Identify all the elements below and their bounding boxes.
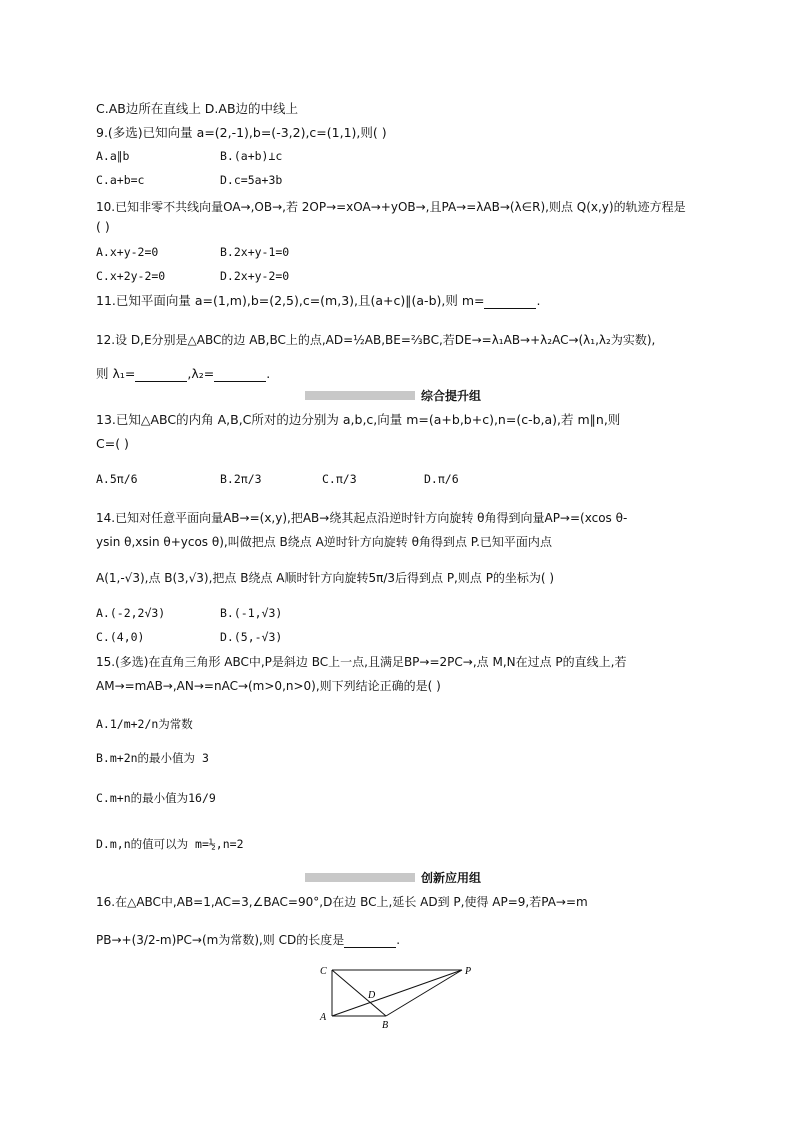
- question-13-answer-line: C=( ): [96, 436, 129, 451]
- answer-blank-lambda1[interactable]: [135, 369, 187, 382]
- question-15-line2: AM→=mAB→,AN→=nAC→(m>0,n>0),则下列结论正确的是( ): [96, 679, 441, 693]
- q10-option-c: C.x+2y-2=0: [96, 269, 166, 283]
- question-16-text: PB→+(3/2-m)PC→(m为常数),则 CD的长度是: [96, 933, 345, 947]
- q15-option-b: B.m+2n的最小值为 3: [96, 751, 209, 765]
- section-header-innovation: [305, 870, 491, 884]
- label-b: B: [382, 1020, 389, 1031]
- section-title: 创新应用组: [421, 870, 482, 885]
- question-9: 9.(多选)已知向量 a=(2,-1),b=(-3,2),c=(1,1),则( ): [96, 125, 387, 140]
- q10-option-a: A.x+y-2=0: [96, 245, 159, 259]
- q14-option-b: B.(-1,√3): [220, 606, 283, 620]
- q10-option-b: B.2x+y-1=0: [220, 245, 290, 259]
- q13-option-c: C.π/3: [322, 472, 357, 486]
- question-15: 15.(多选)在直角三角形 ABC中,P是斜边 BC上一点,且满足BP→=2PC→,点 M,N在过点 P的直线上,若: [96, 655, 627, 669]
- q9-option-b: B.(a+b)⊥c: [220, 149, 283, 163]
- period: .: [536, 293, 541, 308]
- q10-option-d: D.2x+y-2=0: [220, 269, 290, 283]
- triangle-figure: [312, 960, 512, 1040]
- q15-option-a: A.1/m+2/n为常数: [96, 717, 193, 731]
- question-13: 13.已知△ABC的内角 A,B,C所对的边分别为 a,b,c,向量 m=(a+b,b+c),n=(c-b,a),若 m∥n,则: [96, 412, 621, 427]
- q14-option-d: D.(5,-√3): [220, 630, 283, 644]
- question-14-line2: ysin θ,xsin θ+ycos θ),叫做把点 B绕点 A逆时针方向旋转 θ角得到点 P.已知平面内点: [96, 535, 552, 549]
- question-10: 10.已知非零不共线向量OA→,OB→,若 2OP→=xOA→+yOB→,且PA→=λAB→(λ∈R),则点 Q(x,y)的轨迹方程是: [96, 200, 686, 214]
- question-16-line2: [96, 932, 400, 948]
- q15-option-c: C.m+n的最小值为16/9: [96, 791, 216, 805]
- q14-option-a: A.(-2,2√3): [96, 606, 166, 620]
- section-bar: [305, 873, 415, 882]
- question-12-answers: [96, 366, 270, 382]
- answer-blank[interactable]: [484, 296, 536, 309]
- section-header-comprehensive: [305, 388, 491, 402]
- label-p: P: [465, 966, 472, 977]
- question-10-paren: ( ): [96, 219, 110, 234]
- label-c: C: [320, 966, 327, 977]
- lambda1-label: 则 λ₁=: [96, 366, 136, 381]
- answer-blank[interactable]: [344, 935, 396, 948]
- line-q8-options-cd: C.AB边所在直线上 D.AB边的中线上: [96, 101, 299, 116]
- q9-option-d: D.c=5a+3b: [220, 173, 283, 187]
- section-title: 综合提升组: [421, 388, 482, 403]
- q15-option-d: D.m,n的值可以为 m=½,n=2: [96, 837, 244, 851]
- q13-option-a: A.5π/6: [96, 472, 138, 486]
- question-11: [96, 293, 540, 309]
- question-14: 14.已知对任意平面向量AB→=(x,y),把AB→绕其起点沿逆时针方向旋转 θ角得到向量AP→=(xcos θ-: [96, 511, 628, 525]
- section-bar: [305, 391, 415, 400]
- answer-blank-lambda2[interactable]: [214, 369, 266, 382]
- label-d: D: [368, 990, 376, 1001]
- question-12: 12.设 D,E分别是△ABC的边 AB,BC上的点,AD=½AB,BE=⅔BC,若DE→=λ₁AB→+λ₂AC→(λ₁,λ₂为实数),: [96, 333, 656, 347]
- q14-option-c: C.(4,0): [96, 630, 145, 644]
- q9-option-a: A.a∥b: [96, 149, 130, 163]
- question-14-line3: A(1,-√3),点 B(3,√3),把点 B绕点 A顺时针方向旋转5π/3后得到点 P,则点 P的坐标为( ): [96, 571, 555, 585]
- segment-cb: [332, 970, 386, 1016]
- question-11-text: 11.已知平面向量 a=(1,m),b=(2,5),c=(m,3),且(a+c)∥(a-b),则 m=: [96, 293, 485, 308]
- q13-option-b: B.2π/3: [220, 472, 262, 486]
- label-a: A: [320, 1012, 327, 1023]
- q13-option-d: D.π/6: [424, 472, 459, 486]
- period: .: [396, 933, 401, 947]
- lambda2-label: ,λ₂=: [187, 366, 215, 381]
- q9-option-c: C.a+b=c: [96, 173, 145, 187]
- period: .: [266, 366, 271, 381]
- question-16: 16.在△ABC中,AB=1,AC=3,∠BAC=90°,D在边 BC上,延长 AD到 P,使得 AP=9,若PA→=m: [96, 895, 588, 909]
